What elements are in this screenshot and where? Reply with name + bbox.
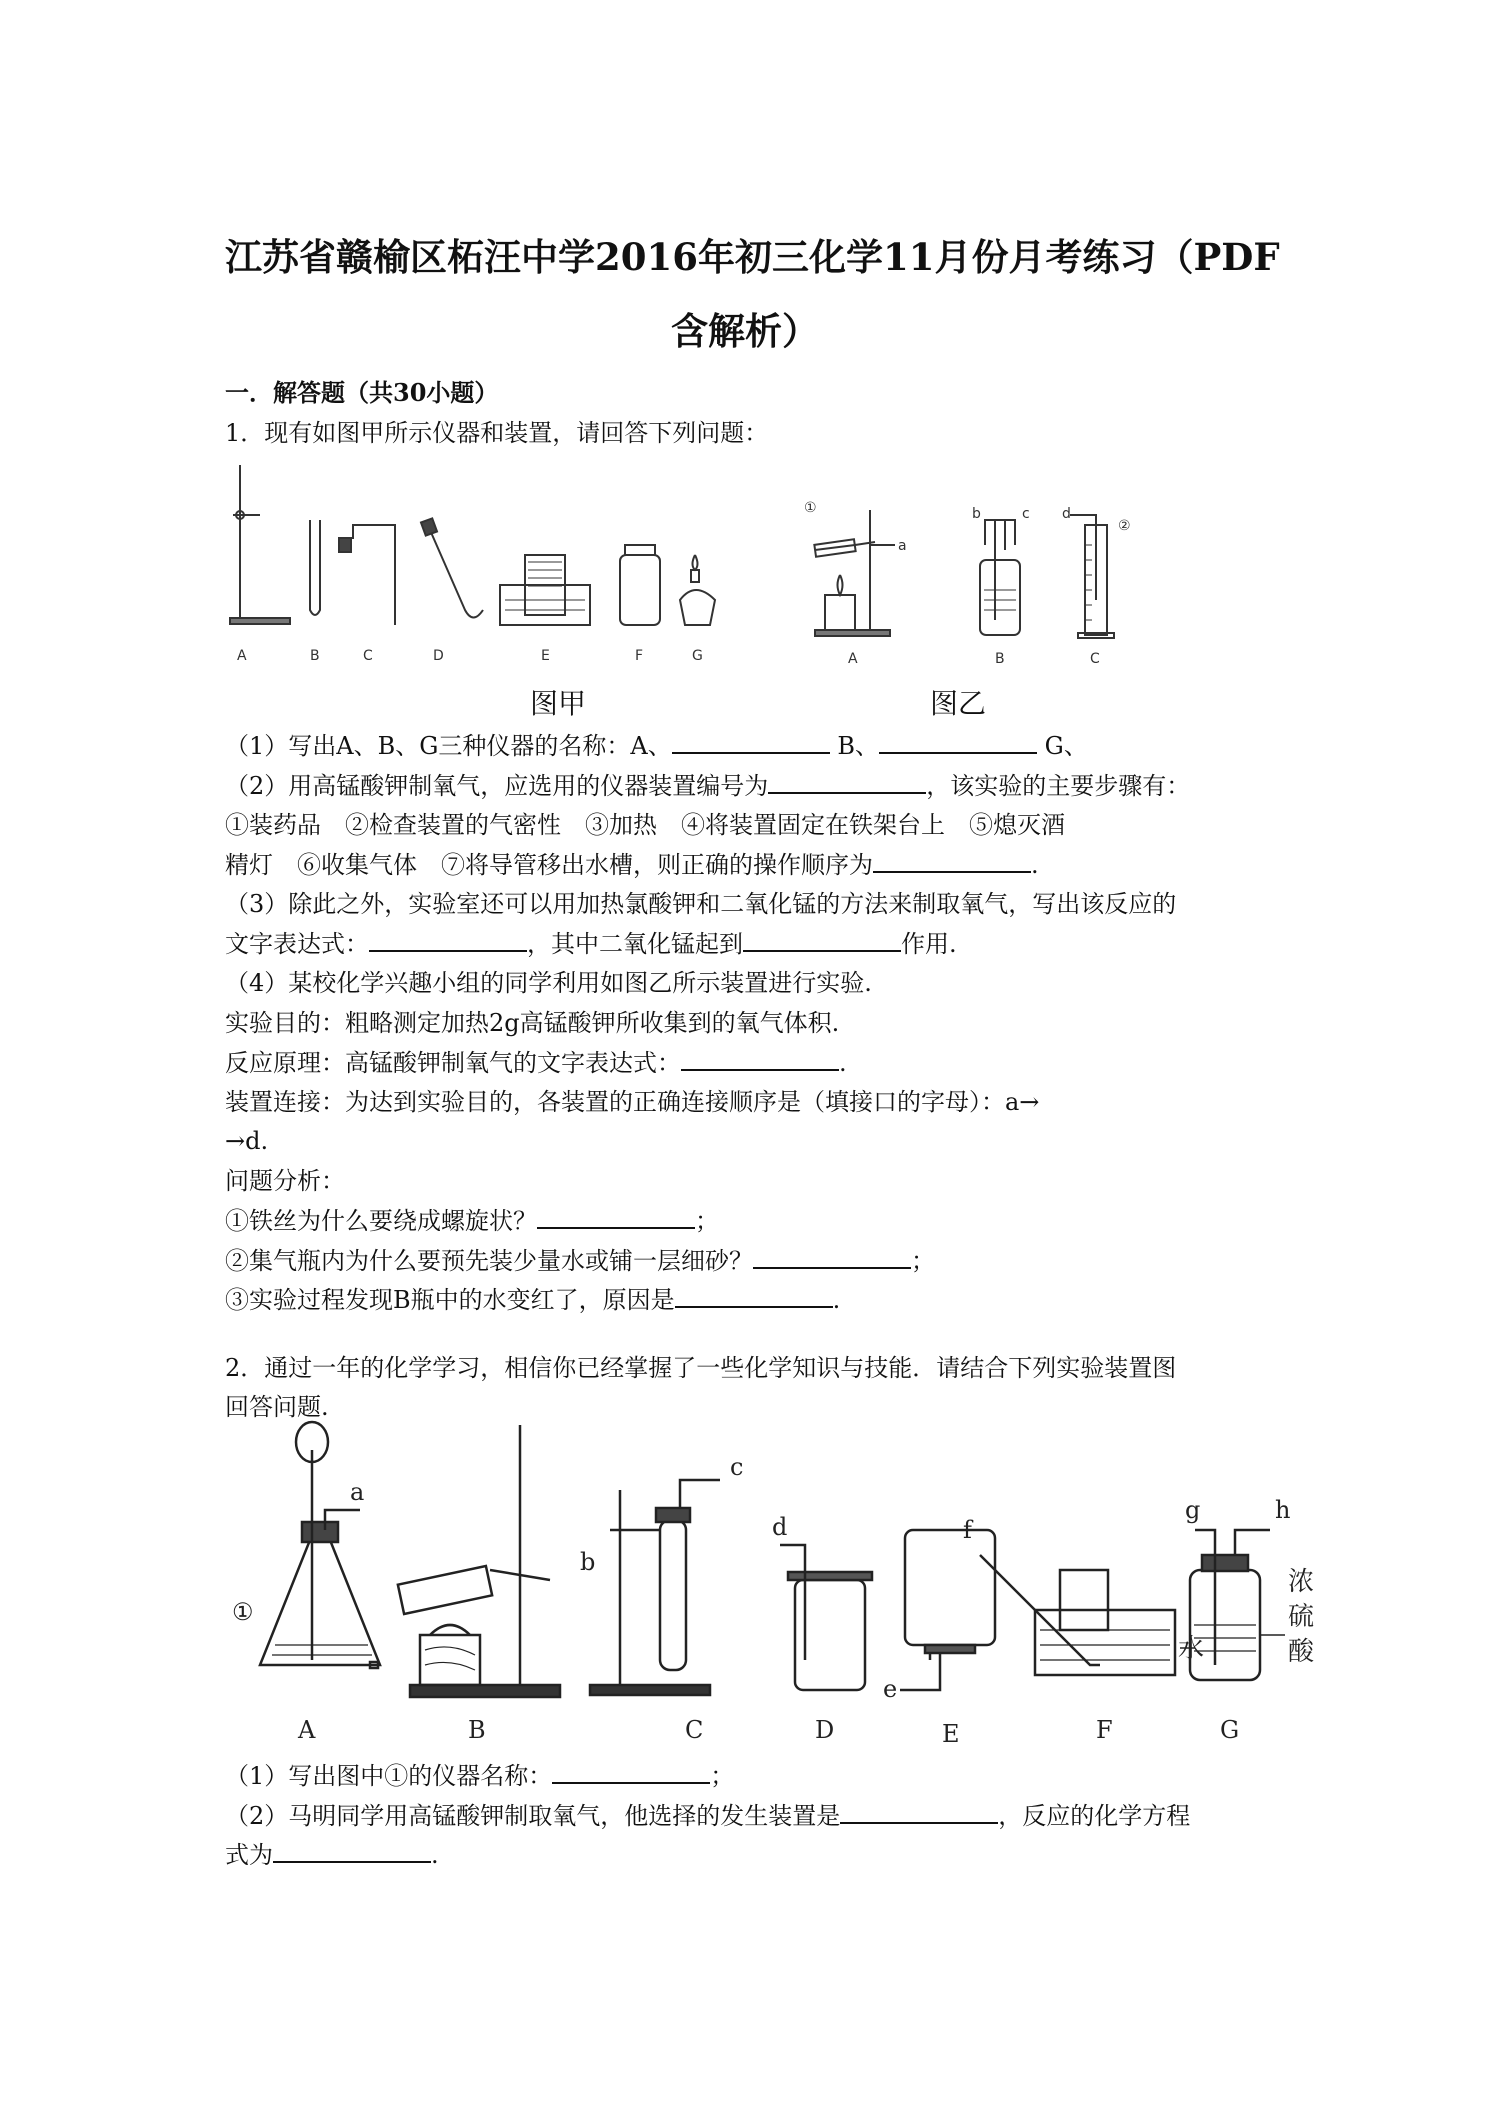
fig-q2-label-g: G — [1220, 1716, 1240, 1744]
fig-q2-label-a: A — [298, 1716, 316, 1744]
q1-principle-end: . — [839, 1049, 847, 1077]
q2-stem-line1: 2．通过一年的化学学习，相信你已经掌握了一些化学知识与技能．请结合下列实验装置图 — [225, 1354, 1177, 1382]
q1-part3-expr — [225, 928, 957, 959]
fig-q2-mark-g: g — [1185, 1496, 1201, 1524]
fig-q2-acid-label-3: 酸 — [1288, 1637, 1315, 1667]
fig-jia-label-a: A — [237, 648, 247, 664]
q2-part1-end: ； — [710, 1762, 735, 1790]
fig-q2-water-label: 水 — [1178, 1634, 1205, 1664]
fig-jia-label-b: B — [310, 648, 320, 664]
fig-yi-mark-d: d — [1062, 506, 1071, 522]
q1-part1-text-b: B、 — [837, 732, 880, 760]
fig-q2-acid-label-2: 硫 — [1288, 1602, 1315, 1632]
q1-analysis: 问题分析： — [225, 1167, 345, 1195]
fig-q2-label-f: F — [1096, 1716, 1113, 1744]
q1-part1-text-a: （1）写出A、B、G三种仪器的名称：A、 — [225, 732, 672, 760]
q1-part2-text-b: ，该实验的主要步骤有： — [926, 772, 1191, 800]
fig-yi-mark-a: a — [898, 538, 907, 554]
q1-part3-text-a: 文字表达式： — [225, 930, 369, 958]
q1-stem: 1．现有如图甲所示仪器和装置，请回答下列问题： — [225, 419, 769, 447]
fig-jia-label-c: C — [363, 648, 373, 664]
q1-connection-end: →d. — [225, 1127, 269, 1155]
fig-q2-mark-1: ① — [232, 1598, 254, 1626]
q1-part3: （3）除此之外，实验室还可以用加热氯酸钾和二氧化锰的方法来制取氧气，写出该反应的 — [225, 890, 1177, 918]
q1-analysis-2-end: ； — [911, 1247, 935, 1275]
fig-q2-label-b: B — [468, 1716, 486, 1744]
q1-part3-text-b: ，其中二氧化锰起到 — [527, 930, 743, 958]
q1-part1-text-c: G、 — [1044, 732, 1088, 760]
fig-q2-mark-c: c — [730, 1453, 744, 1481]
q2-part2-cont — [225, 1839, 439, 1870]
q1-analysis-2 — [225, 1245, 935, 1276]
fig-jia-label-g: G — [692, 648, 703, 664]
q1-part2 — [225, 770, 1190, 801]
q1-principle-text: 反应原理：高锰酸钾制氧气的文字表达式： — [225, 1049, 681, 1077]
blank[interactable] — [879, 730, 1037, 754]
section-heading: 一．解答题（共30小题） — [225, 378, 499, 407]
figure-jia-letters — [237, 648, 703, 664]
blank[interactable] — [768, 770, 926, 794]
blank[interactable] — [672, 730, 830, 754]
blank[interactable] — [873, 849, 1031, 873]
q1-analysis-1-text: ①铁丝为什么要绕成螺旋状？ — [225, 1207, 537, 1235]
q1-analysis-1-end: ； — [695, 1207, 719, 1235]
fig-q2-mark-h: h — [1275, 1496, 1291, 1524]
fig-q2-label-c: C — [685, 1716, 704, 1744]
blank[interactable] — [273, 1839, 431, 1863]
q1-analysis-3 — [225, 1284, 840, 1315]
q1-analysis-2-text: ②集气瓶内为什么要预先装少量水或铺一层细砂？ — [225, 1247, 753, 1275]
fig-yi-mark-2: ② — [1118, 518, 1131, 534]
q1-steps-end: . — [1031, 851, 1039, 879]
fig-jia-label-d: D — [433, 648, 444, 664]
blank[interactable] — [753, 1245, 911, 1269]
fig-q2-label-d: D — [815, 1716, 835, 1744]
fig-q2-mark-e: e — [883, 1675, 898, 1703]
q2-part2 — [225, 1800, 1190, 1831]
q1-part2-text-a: （2）用高锰酸钾制氧气，应选用的仪器装置编号为 — [225, 772, 769, 800]
q1-part3-text-c: 作用. — [901, 930, 957, 958]
fig-yi-label-b: B — [995, 651, 1005, 667]
q2-part1-text: （1）写出图中①的仪器名称： — [225, 1762, 553, 1790]
q2-stem-line2: 回答问题. — [225, 1393, 329, 1421]
fig-q2-mark-f: f — [963, 1516, 972, 1544]
page-title-line2: 含解析） — [671, 309, 819, 353]
fig-yi-mark-1: ① — [804, 500, 817, 516]
page-title-line1: 江苏省赣榆区柘汪中学2016年初三化学11月份月考练习（PDF — [225, 235, 1280, 279]
q1-analysis-1 — [225, 1205, 719, 1236]
blank[interactable] — [743, 928, 901, 952]
caption-yi: 图乙 — [930, 687, 987, 720]
q1-analysis-3-text: ③实验过程发现B瓶中的水变红了，原因是 — [225, 1286, 675, 1314]
fig-yi-label-a: A — [848, 651, 858, 667]
fig-yi-label-c: C — [1090, 651, 1100, 667]
q1-steps-text: 精灯 ⑥收集气体 ⑦将导管移出水槽，则正确的操作顺序为 — [225, 851, 873, 879]
figure-yi — [800, 500, 1170, 670]
q1-connection: 装置连接：为达到实验目的，各装置的正确连接顺序是（填接口的字母）：a→ — [225, 1088, 1040, 1116]
fig-jia-label-e: E — [541, 648, 550, 664]
q2-part2-cont-end: . — [431, 1841, 439, 1869]
fig-yi-mark-b: b — [972, 506, 981, 522]
q2-part2-cont-text: 式为 — [225, 1841, 273, 1869]
figure-jia — [225, 460, 785, 670]
q1-analysis-3-end: . — [832, 1286, 841, 1314]
q1-purpose: 实验目的：粗略测定加热2g高锰酸钾所收集到的氧气体积. — [225, 1009, 840, 1037]
q2-part2-text-b: ，反应的化学方程 — [998, 1802, 1191, 1830]
blank[interactable] — [369, 928, 527, 952]
q1-part1 — [225, 730, 1088, 761]
fig-yi-mark-c: c — [1022, 506, 1030, 522]
q2-part1 — [225, 1760, 734, 1791]
q1-part4: （4）某校化学兴趣小组的同学利用如图乙所示装置进行实验. — [225, 969, 872, 997]
fig-q2-mark-d: d — [772, 1513, 788, 1541]
blank[interactable] — [840, 1800, 998, 1824]
fig-jia-label-f: F — [635, 648, 644, 664]
q1-principle — [225, 1047, 847, 1078]
figure-q2-apparatus — [220, 1420, 1370, 1750]
caption-jia: 图甲 — [530, 687, 587, 720]
blank[interactable] — [552, 1760, 710, 1784]
q1-steps-line2 — [225, 849, 1039, 880]
blank[interactable] — [537, 1205, 695, 1229]
fig-q2-mark-b: b — [580, 1548, 596, 1576]
fig-q2-mark-a: a — [350, 1478, 365, 1506]
fig-q2-acid-label-1: 浓 — [1288, 1567, 1315, 1597]
blank[interactable] — [675, 1284, 833, 1308]
fig-q2-label-e: E — [942, 1720, 960, 1748]
blank[interactable] — [681, 1047, 839, 1071]
q1-steps-line1: ①装药品 ②检查装置的气密性 ③加热 ④将装置固定在铁架台上 ⑤熄灭酒 — [225, 811, 1065, 839]
q2-part2-text-a: （2）马明同学用高锰酸钾制取氧气，他选择的发生装置是 — [225, 1802, 841, 1830]
